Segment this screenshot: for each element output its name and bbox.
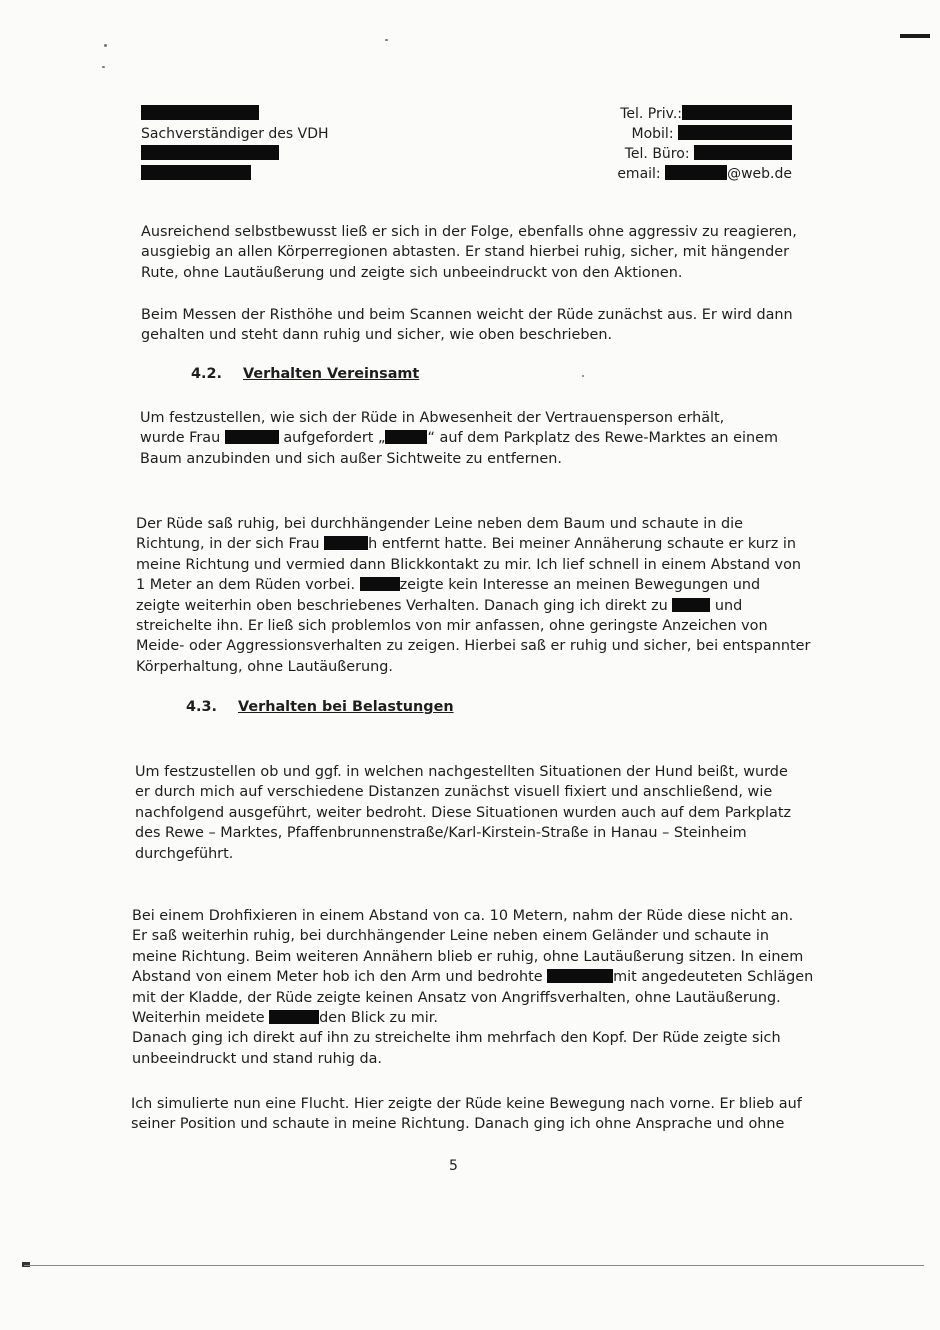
redacted-dog-name [385,430,427,444]
redacted-dog-name [672,598,710,612]
paragraph-threat-fixation [132,906,813,1069]
text-span: wurde Frau [140,430,225,447]
text-line: Um festzustellen ob und ggf. in welchen nachgestellten Situationen der Hund beißt, wurde [135,764,788,780]
text-line: Beim Messen der Risthöhe und beim Scannen weicht der Rüde zunächst aus. Er wird dann [141,307,793,323]
scan-line-bottom [24,1265,924,1266]
text-line [136,575,810,595]
redacted-dog-name [547,969,613,983]
text-line: er durch mich auf verschiedene Distanzen zunächst visuell fixiert und anschließend, wie [135,784,773,801]
text-line: Ich simulierte nun eine Flucht. Hier zeigte der Rüde keine Bewegung nach vorne. Er blieb auf [131,1096,802,1112]
scan-speck [102,66,105,68]
redacted-city [141,165,251,180]
section-title: Verhalten bei Belastungen [238,699,454,715]
paragraph-stress-intro [135,762,791,864]
text-span: 1 Meter an dem Rüden vorbei. [136,577,360,594]
contact-block [560,104,792,184]
text-line [132,967,813,987]
text-line [140,428,778,448]
paragraph-palpation [141,222,797,283]
redacted-mobile [678,125,792,140]
tel-buero-label: Tel. Büro: [624,146,690,162]
section-heading-4-3 [186,699,454,715]
text-line: Körperhaltung, ohne Lautäußerung. [136,658,393,675]
text-line: Rute, ohne Lautäußerung und zeigte sich unbeeindruckt von den Aktionen. [141,264,683,281]
text-line: ausgiebig an allen Körperregionen abtasten. Er stand hierbei ruhig, sicher, mit hängender [141,244,789,261]
paragraph-isolation [140,408,778,469]
text-line: streichelte ihn. Er ließ sich problemlos von mir anfassen, ohne geringste Anzeichen von [136,618,768,635]
text-span: zeigte kein Interesse an meinen Bewegungen und [399,577,761,594]
text-line: gehalten und steht dann ruhig und sicher, wie oben beschrieben. [141,327,613,344]
text-span: Richtung, in der sich Frau [136,536,325,553]
text-span: und [710,597,743,614]
redacted-name [141,105,259,120]
sender-title: Sachverständiger des VDH [141,126,329,142]
text-line [136,534,810,554]
text-line: Der Rüde saß ruhig, bei durchhängender Leine neben dem Baum und schaute in die [136,516,743,532]
text-line: Bei einem Drohfixieren in einem Abstand von ca. 10 Metern, nahm der Rüde diese nicht an. [132,908,794,924]
text-line: meine Richtung und vermied dann Blickkontakt zu mir. Ich lief schnell in einem Abstand von [136,556,801,573]
text-span: Abstand von einem Meter hob ich den Arm und bedrohte [132,969,548,986]
paragraph-measuring [141,305,793,346]
section-heading-4-2 [191,366,419,382]
text-span: h entfernt hatte. Bei meiner Annäherung schaute er kurz in [368,536,797,553]
redacted-street [141,145,279,160]
text-line: Danach ging ich direkt auf ihn zu streichelte ihm mehrfach den Kopf. Der Rüde zeigte sich [132,1030,781,1047]
text-line: Er saß weiterhin ruhig, bei durchhängender Leine neben einem Geländer und schaute in [132,928,769,945]
text-line: seiner Position und schaute in meine Richtung. Danach ging ich ohne Ansprache und ohne [131,1116,785,1133]
text-span: mit angedeuteten Schlägen [613,969,814,986]
redacted-owner-name [324,536,368,550]
section-number: 4.2. [191,366,222,382]
text-line: Um festzustellen, wie sich der Rüde in Abwesenheit der Vertrauensperson erhält, [140,410,725,426]
redacted-office-phone [694,145,792,160]
scan-speck [104,44,107,47]
text-span: aufgefordert „ [278,430,386,447]
text-line: nachfolgend ausgeführt, weiter bedroht. Diese Situationen wurden auch auf dem Parkplatz [135,804,792,821]
text-span: den Blick zu mir. [319,1010,438,1027]
redacted-owner-name [225,430,279,444]
page-number: 5 [449,1158,458,1174]
section-title: Verhalten Vereinsamt [243,366,420,382]
text-line: mit der Kladde, der Rüde zeigte keinen Ansatz von Angriffsverhalten, ohne Lautäußerung. [132,989,781,1006]
text-line: Baum anzubinden und sich außer Sichtweite zu entfernen. [140,450,562,467]
text-line [136,596,810,616]
redacted-phone [682,105,792,120]
text-line: durchgeführt. [135,845,234,862]
text-line: Meide- oder Aggressionsverhalten zu zeigen. Hierbei saß er ruhig und sicher, bei entspannter [136,638,811,655]
tel-priv-label: Tel. Priv.: [620,106,682,122]
section-number: 4.3. [186,699,217,715]
text-line [132,1008,813,1028]
paragraph-flight-simulation [131,1094,802,1135]
text-line: Ausreichend selbstbewusst ließ er sich in der Folge, ebenfalls ohne aggressiv zu reagieren, [141,224,797,240]
text-span: “ auf dem Parkplatz des Rewe-Marktes an einem [427,430,778,447]
text-line: meine Richtung. Beim weiteren Annähern blieb er ruhig, ohne Lautäußerung sitzen. In einem [132,948,804,965]
redacted-dog-name [360,577,400,591]
scan-mark-top [900,34,930,38]
redacted-email-user [665,165,727,180]
scan-speck [582,375,584,377]
text-line: des Rewe – Marktes, Pfaffenbrunnenstraße/Karl-Kirstein-Straße in Hanau – Steinheim [135,825,747,842]
text-line: unbeeindruckt und stand ruhig da. [132,1050,382,1067]
email-domain: @web.de [727,166,792,182]
email-label: email: [617,166,661,182]
paragraph-tied-observation [136,514,810,677]
sender-block [141,104,329,184]
redacted-dog-name [269,1010,319,1024]
text-span: zeigte weiterhin oben beschriebenes Verhalten. Danach ging ich direkt zu [136,597,673,614]
text-span: Weiterhin meidete [132,1010,270,1027]
scan-speck [385,39,388,41]
mobil-label: Mobil: [631,126,674,142]
